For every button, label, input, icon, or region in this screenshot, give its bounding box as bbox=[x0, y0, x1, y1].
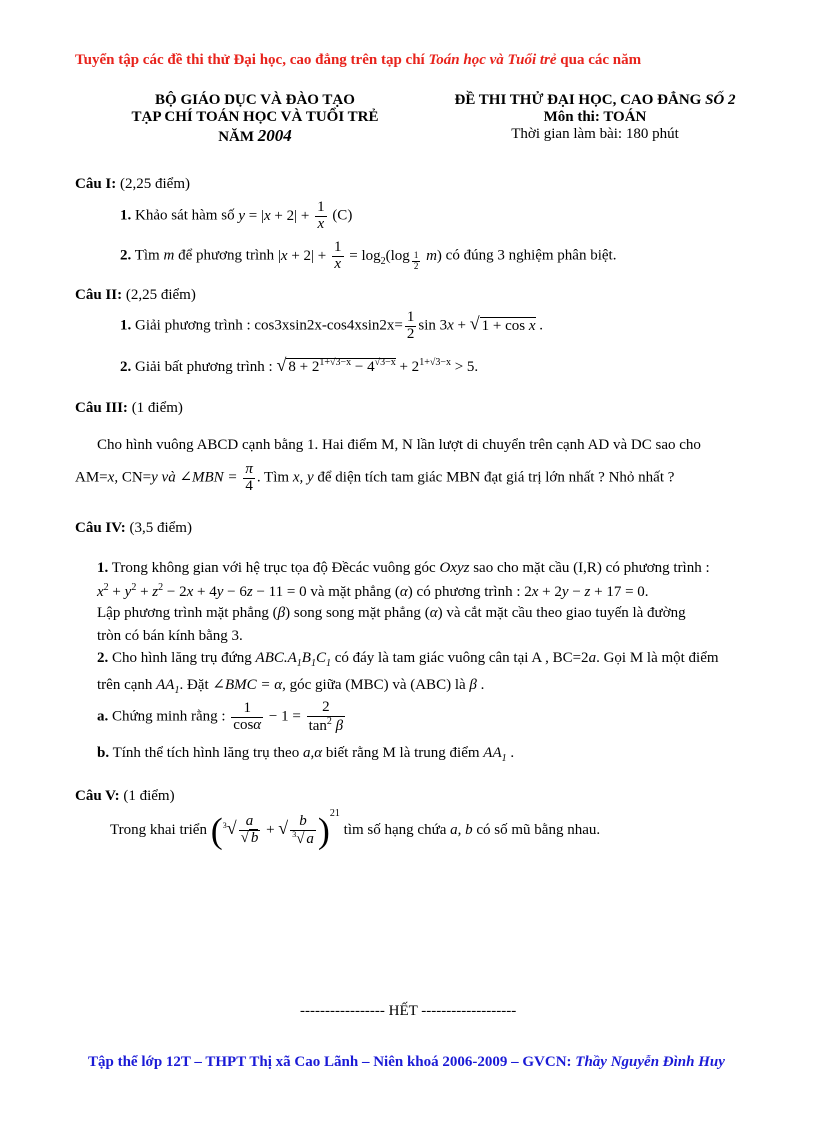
exam-header: ĐỀ THI THỬ ĐẠI HỌC, CAO ĐẲNG SỐ 2 Môn thi: TOÁN Thời gian làm bài: 180 phút bbox=[454, 92, 736, 142]
question-2-part-2: 2. Giải bất phương trình : √ $8 + 2^{1+√3-x} - 4^{√3-x} + 2^{1+√3-x} > 5$. bbox=[120, 355, 479, 375]
question-1-part-1: 1. Khảo sát hàm số y = |x + 2| + $\frac{1}{x}$ (C) bbox=[120, 199, 353, 232]
collection-title: Tuyển tập các đề thi thử Đại học, cao đẳng trên tạp chí Toán học và Tuổi trẻ qua các năm bbox=[75, 52, 642, 68]
expansion-exponent: 21 bbox=[329, 808, 340, 819]
question-2-heading: Câu II: (2,25 điểm) bbox=[75, 287, 196, 303]
footer-credit: Tập thể lớp 12T – THPT Thị xã Cao Lãnh – Niên khoá 2006-2009 – GVCN: Thầy Nguyễn Đình Huy bbox=[88, 1054, 725, 1070]
question-3-heading: Câu III: (1 điểm) bbox=[75, 400, 183, 416]
question-3-line-2: AM=x, CN=y và ∠MBN = $\frac{\pi}{4}$ . Tìm x, y để diện tích tam giác MBN đạt giá trị lớn nhất ? Nhỏ nhất ? bbox=[75, 461, 675, 494]
question-4-part-2-line-1: 2. Cho hình lăng trụ đứng $ABC.A_1B_1C_1$ có đáy là tam giác vuông cân tại A , BC=2a. Gọi M là một điểm bbox=[97, 650, 719, 669]
question-5-heading: Câu V: (1 điểm) bbox=[75, 788, 175, 804]
question-4-part-1-line-3: Lập phương trình mặt phẳng (β) song song mặt phẳng (α) và cắt mặt cầu theo giao tuyến là đường bbox=[97, 605, 686, 621]
question-3-line-1: Cho hình vuông ABCD cạnh bằng 1. Hai điểm M, N lần lượt di chuyển trên cạnh AD và DC sao cho bbox=[97, 437, 701, 453]
question-4-heading: Câu IV: (3,5 điểm) bbox=[75, 520, 192, 536]
exam-year: 2004 bbox=[257, 126, 292, 145]
question-1-heading: Câu I: (2,25 điểm) bbox=[75, 176, 190, 192]
question-4-part-1-line-2: $x^2 + y^2 + z^2 - 2x + 4y - 6z - 11 = 0$ và mặt phẳng (α) có phương trình : 2x + 2y − z + 17 = 0. bbox=[97, 582, 649, 600]
question-4-part-2-line-2: trên cạnh $AA_1$. Đặt ∠BMC = α, góc giữa (MBC) và (ABC) là β . bbox=[97, 677, 485, 696]
end-marker: ----------------- HẾT ------------------- bbox=[300, 1003, 517, 1019]
question-1-part-2: 2. Tìm m để phương trình |x + 2| + $\frac{1}{x}$ = $\log_2(\log$ $_{\frac{1}{2}}$ m) có đúng 3 nghiệm phân biệt. bbox=[120, 239, 617, 272]
question-2-part-1: 1. Giải phương trình : cos3xsin2x-cos4xsin2x= $\frac{1}{2}$ sin 3x + √ 1 + cos x . bbox=[120, 309, 544, 342]
question-4-part-1-line-1: 1. Trong không gian với hệ trục tọa độ Đềcác vuông góc Oxyz sao cho mặt cầu (I,R) có phương trình : bbox=[97, 560, 710, 576]
ministry-header: BỘ GIÁO DỤC VÀ ĐÀO TẠO TẠP CHÍ TOÁN HỌC VÀ TUỔI TRẺ NĂM 2004 bbox=[131, 92, 379, 145]
question-4-part-1-line-4: tròn có bán kính bằng 3. bbox=[97, 628, 243, 644]
equation-formula: |x + 2| + $\frac{1}{x}$ = $\log_2(\log$ $_{\frac{1}{2}}$ m) bbox=[277, 239, 442, 272]
question-5-body: Trong khai triển ($^3$√ $\frac{a}{√ b}$ + √ $\frac{b}{^3√ a}$ )$^{21}$ tìm số hạng chứa a, b có số mũ bằng nhau. bbox=[110, 808, 601, 851]
function-formula: y = |x + 2| + $\frac{1}{x}$ bbox=[238, 199, 325, 232]
question-4-part-b: b. Tính thể tích hình lăng trụ theo a,α biết rằng M là trung điểm $AA_1$ . bbox=[97, 745, 515, 764]
inequality-formula: √ $8 + 2^{1+√3-x} - 4^{√3-x} + 2^{1+√3-x}$ bbox=[276, 355, 451, 375]
question-4-part-a: a. Chứng minh rằng : $\frac{1}{\cos\alpha}$ − 1 = $\frac{2}{\tan^2 \beta}$ bbox=[97, 699, 344, 734]
